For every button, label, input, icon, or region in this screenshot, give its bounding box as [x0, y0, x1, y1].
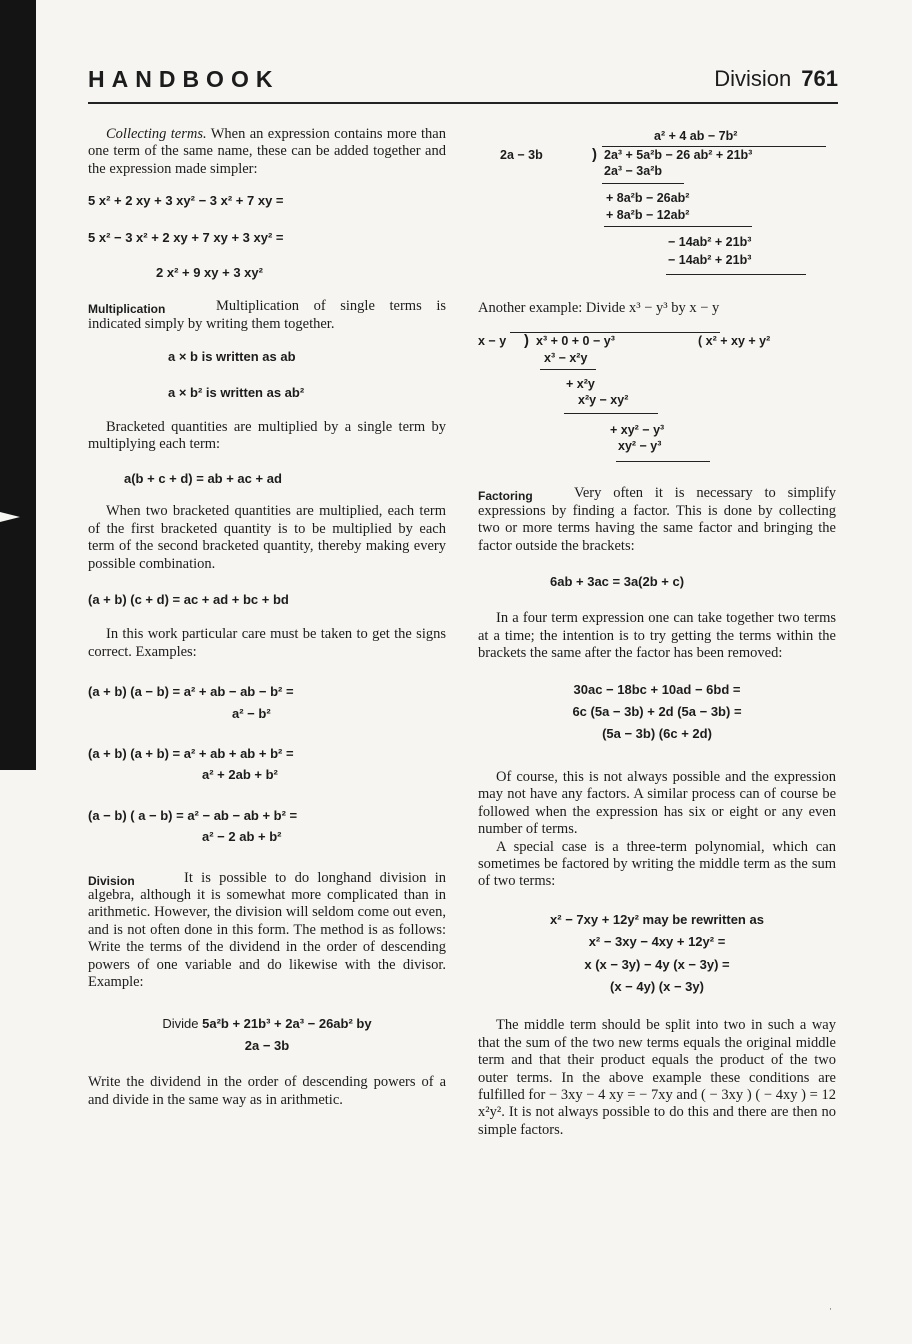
- mult-equation-1: a × b is written as ab: [168, 349, 296, 365]
- mult-equation-2: a × b² is written as ab²: [168, 384, 305, 400]
- signs-paragraph: In this work particular care must be taken to get the signs correct. Examples:: [88, 626, 446, 660]
- ld1-rule-3: [666, 274, 806, 275]
- collect-equation-1: 5 x² + 2 xy + 3 xy² − 3 x² + 7 xy =: [88, 193, 284, 209]
- scan-mark: ·: [829, 1304, 832, 1314]
- factoring-paragraph: [478, 485, 836, 555]
- write-dividend-paragraph: Write the dividend in the order of descending powers of a and divide in the same way as in arithmetic.: [88, 1074, 446, 1108]
- polynomial-equation-1: x² − 7xy + 12y² may be rewritten as: [550, 911, 764, 927]
- special-case-paragraph: A special case is a three-term polynomial, which can sometimes be factored by writing the middle term as the sum of two terms:: [478, 838, 836, 890]
- division-heading: Division: [88, 873, 135, 888]
- ld2-rule-1: [540, 369, 596, 370]
- page-binding-edge: [0, 0, 36, 770]
- ld1-step-5: − 14ab² + 21b³: [668, 253, 752, 267]
- ld2-bracket: ): [524, 332, 529, 350]
- ld2-step-5: xy² − y³: [618, 439, 662, 454]
- example-1-line-a: (a + b) (a − b) = a² + ab − ab − b² =: [88, 684, 294, 700]
- collecting-terms-lead: Collecting terms.: [106, 126, 207, 142]
- ld1-vinculum: [602, 146, 826, 147]
- factoring-heading: Factoring: [478, 489, 533, 504]
- example-2-line-b: a² + 2ab + b²: [202, 767, 278, 783]
- bracket-two-paragraph: When two bracketed quantities are multiplied, each term of the first bracketed quantity is to be multiplied by each term of the second bracketed quantity, thereby making every possible combination.: [88, 503, 446, 572]
- ld2-divisor: x − y: [478, 334, 507, 349]
- two-bracket-equation: (a + b) (c + d) = ac + ad + bc + bd: [88, 591, 289, 607]
- collect-equation-3: 2 x² + 9 xy + 3 xy²: [156, 265, 263, 281]
- factoring-body: Very often it is necessary to simplify expressions by finding a factor. This is done by collecting two or more terms having the same factor and bringing the factor outside the brackets:: [478, 485, 836, 554]
- ld1-step-4: − 14ab² + 21b³: [668, 235, 752, 249]
- divide-example: [88, 1015, 446, 1032]
- polynomial-equation-2: x² − 3xy − 4xy + 12y² =: [588, 934, 726, 950]
- long-division-2: [478, 331, 836, 481]
- four-term-equation-1: 30ac − 18bc + 10ad − 6bd =: [573, 681, 741, 697]
- polynomial-equation-4: (x − 4y) (x − 3y): [610, 978, 704, 994]
- bracket-equation: a(b + c + d) = ab + ac + ad: [124, 470, 282, 486]
- polynomial-equation-3: x (x − 3y) − 4y (x − 3y) =: [584, 956, 730, 972]
- page-number: 761: [801, 66, 838, 91]
- right-column: [478, 126, 836, 1149]
- divide-word: Divide: [162, 1016, 199, 1032]
- ld2-vinculum: [510, 332, 720, 333]
- four-term-equation-3: (5a − 3b) (6c + 2d): [602, 726, 712, 742]
- another-example-text: Another example: Divide x³ − y³ by x − y: [478, 300, 720, 316]
- ld1-rule-1: [602, 183, 684, 184]
- example-1-line-b: a² − b²: [232, 705, 271, 721]
- book-page: [88, 58, 838, 1328]
- ld1-step-2: + 8a²b − 26ab²: [606, 191, 690, 205]
- ld2-step-1: x³ − x²y: [544, 351, 588, 366]
- example-2-line-a: (a + b) (a + b) = a² + ab + ab + b² =: [88, 745, 294, 761]
- multiplication-paragraph: [88, 298, 446, 333]
- ld2-rule-2: [564, 413, 658, 414]
- ld1-dividend: 2a³ + 5a²b − 26 ab² + 21b³: [604, 148, 753, 162]
- section-title: [714, 66, 838, 92]
- long-division-1: [478, 126, 836, 298]
- middle-term-paragraph: The middle term should be split into two in such a way that the sum of the two new terms equals the original middle term and that their product equals the product of the two outer terms. In the above example these conditions are fulfilled for − 3xy − 4 xy = − 7xy and ( − 3xy ) ( − 4xy ) = 12 x²y². It is not always possible to do this and there are then no simple factors.: [478, 1017, 836, 1138]
- collecting-terms-paragraph: [88, 126, 446, 178]
- example-3-line-b: a² − 2 ab + b²: [202, 829, 282, 845]
- left-column: [88, 126, 446, 1119]
- multiplication-heading: Multiplication: [88, 302, 166, 317]
- example-3-line-a: (a − b) ( a − b) = a² − ab − ab + b² =: [88, 807, 298, 823]
- ld2-rule-3: [616, 461, 710, 462]
- ld1-rule-2: [604, 226, 752, 227]
- ld1-quotient: a² + 4 ab − 7b²: [654, 129, 738, 143]
- running-title: HANDBOOK: [88, 66, 280, 92]
- collecting-terms-body: When an expression contains more than one term of the same name, these can be added together and the expression made simpler:: [88, 126, 446, 177]
- division-body: It is possible to do longhand division in algebra, although it is somewhat more complicated than in arithmetic. However, the division will seldom come out even, and is not often done in this form. The method is as follows: Write the terms of the dividend in the order of descending powers of one variable and do likewise with the divisor. Example:: [88, 869, 446, 990]
- ld1-bracket: ): [592, 146, 597, 163]
- factor-equation: 6ab + 3ac = 3a(2b + c): [550, 574, 685, 590]
- page-header: [88, 58, 838, 104]
- section-name: Division: [714, 66, 792, 91]
- ld2-quotient: ( x² + xy + y²: [698, 334, 771, 349]
- ld2-step-3: x²y − xy²: [578, 393, 629, 408]
- multiplication-body: Multiplication of single terms is indicated simply by writing them together.: [88, 298, 446, 332]
- ld2-step-4: + xy² − y³: [610, 423, 665, 438]
- four-term-equation-2: 6c (5a − 3b) + 2d (5a − 3b) =: [572, 704, 742, 720]
- ld1-step-1: 2a³ − 3a²b: [604, 164, 663, 178]
- division-paragraph: [88, 870, 446, 992]
- bracket-single-paragraph: Bracketed quantities are multiplied by a single term by multiplying each term:: [88, 419, 446, 453]
- ld2-step-2: + x²y: [566, 377, 595, 392]
- of-course-paragraph: Of course, this is not always possible and the expression may not have any factors. A similar process can of course be followed when the expression has six or eight or any even number of terms.: [478, 768, 836, 838]
- divide-divisor: 2a − 3b: [244, 1037, 290, 1053]
- ld2-dividend: x³ + 0 + 0 − y³: [536, 334, 615, 349]
- four-term-paragraph: In a four term expression one can take together two terms at a time; the intention is to try getting the terms within the brackets the same after the factor has been removed:: [478, 610, 836, 662]
- divide-expression: 5a²b + 21b³ + 2a³ − 26ab² by: [202, 1016, 372, 1032]
- ld1-step-3: + 8a²b − 12ab²: [606, 208, 690, 222]
- collect-equation-2: 5 x² − 3 x² + 2 xy + 7 xy + 3 xy² =: [88, 229, 284, 245]
- ld1-divisor: 2a − 3b: [500, 148, 543, 162]
